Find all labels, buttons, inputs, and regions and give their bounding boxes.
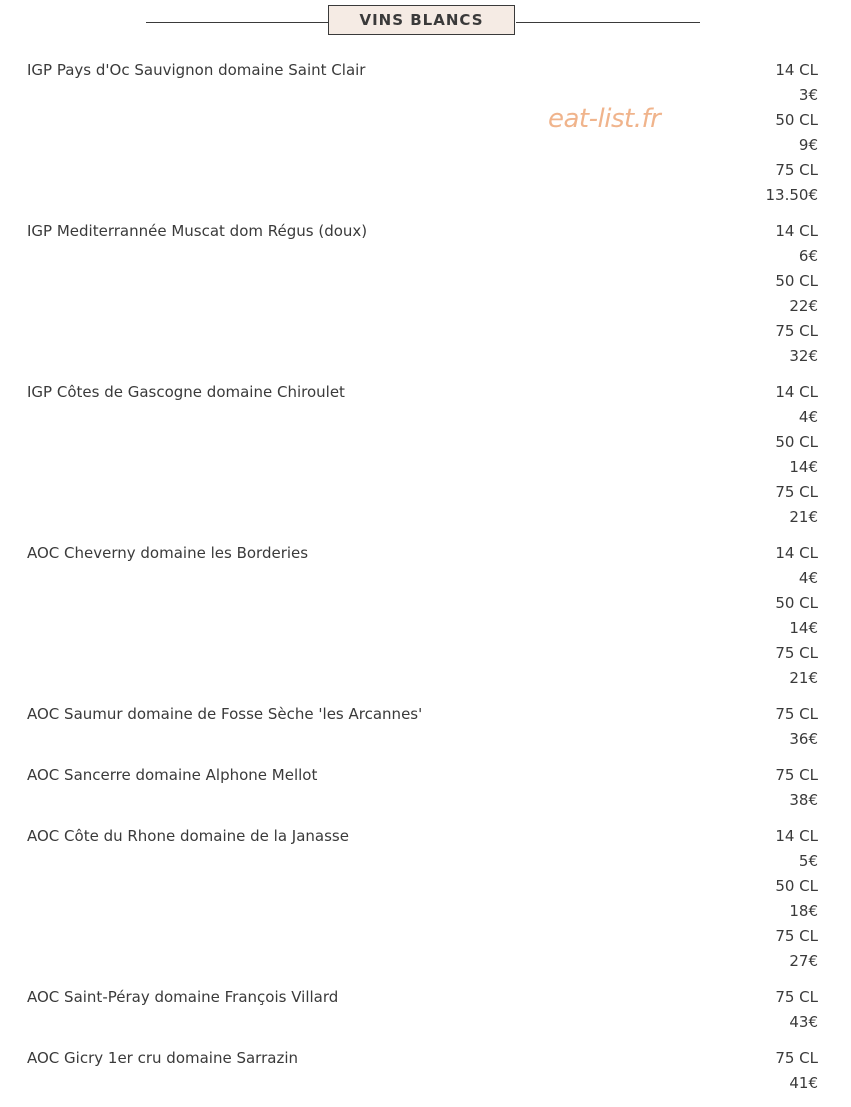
bottle-size: 75 CL: [775, 927, 818, 945]
price-value: 4€: [798, 408, 818, 426]
price-value: 4€: [798, 569, 818, 587]
price-value: 38€: [789, 791, 818, 809]
wine-item: [0, 824, 851, 974]
wine-name: IGP Côtes de Gascogne domaine Chiroulet: [27, 383, 345, 401]
price-value: 13.50€: [765, 186, 818, 204]
wine-name: AOC Sancerre domaine Alphone Mellot: [27, 766, 318, 784]
wine-name: AOC Saumur domaine de Fosse Sèche 'les Arcannes': [27, 705, 423, 723]
wine-prices: [618, 219, 851, 369]
price-value: 43€: [789, 1013, 818, 1031]
wine-prices: [618, 380, 851, 530]
wine-name: AOC Côte du Rhone domaine de la Janasse: [27, 827, 349, 845]
wine-prices: [618, 541, 851, 691]
bottle-size: 50 CL: [775, 111, 818, 129]
wine-item: [0, 58, 851, 208]
bottle-size: 14 CL: [775, 827, 818, 845]
price-value: 9€: [798, 136, 818, 154]
bottle-size: 14 CL: [775, 544, 818, 562]
wine-name: AOC Cheverny domaine les Borderies: [27, 544, 309, 562]
bottle-size: 50 CL: [775, 433, 818, 451]
section-title: VINS BLANCS: [328, 5, 515, 35]
bottle-size: 75 CL: [775, 1049, 818, 1067]
bottle-size: 50 CL: [775, 594, 818, 612]
price-value: 14€: [789, 619, 818, 637]
header-divider-right: [516, 22, 700, 23]
price-value: 32€: [789, 347, 818, 365]
wine-list: [0, 58, 851, 1107]
bottle-size: 75 CL: [775, 705, 818, 723]
wine-name: AOC Gicry 1er cru domaine Sarrazin: [27, 1049, 298, 1067]
bottle-size: 75 CL: [775, 322, 818, 340]
wine-item: [0, 380, 851, 530]
price-value: 3€: [798, 86, 818, 104]
section-header: [0, 5, 851, 37]
wine-item: [0, 541, 851, 691]
bottle-size: 75 CL: [775, 483, 818, 501]
wine-item: [0, 985, 851, 1035]
bottle-size: 50 CL: [775, 877, 818, 895]
wine-item: [0, 1046, 851, 1096]
wine-name: AOC Saint-Péray domaine François Villard: [27, 988, 339, 1006]
wine-item: [0, 763, 851, 813]
wine-name: IGP Mediterrannée Muscat dom Régus (doux): [27, 222, 368, 240]
wine-prices: [618, 1046, 851, 1096]
price-value: 21€: [789, 669, 818, 687]
price-value: 41€: [789, 1074, 818, 1092]
wine-name: IGP Pays d'Oc Sauvignon domaine Saint Clair: [27, 61, 366, 79]
price-value: 22€: [789, 297, 818, 315]
wine-prices: [618, 985, 851, 1035]
watermark-logo: eat-list.fr: [548, 104, 661, 134]
price-value: 5€: [798, 852, 818, 870]
wine-prices: [618, 58, 851, 208]
bottle-size: 14 CL: [775, 222, 818, 240]
bottle-size: 75 CL: [775, 161, 818, 179]
bottle-size: 75 CL: [775, 766, 818, 784]
wine-prices: [618, 763, 851, 813]
header-divider-left: [146, 22, 329, 23]
price-value: 21€: [789, 508, 818, 526]
price-value: 36€: [789, 730, 818, 748]
wine-item: [0, 702, 851, 752]
wine-item: [0, 219, 851, 369]
price-value: 6€: [798, 247, 818, 265]
bottle-size: 14 CL: [775, 61, 818, 79]
bottle-size: 75 CL: [775, 644, 818, 662]
bottle-size: 75 CL: [775, 988, 818, 1006]
price-value: 18€: [789, 902, 818, 920]
price-value: 27€: [789, 952, 818, 970]
wine-prices: [618, 824, 851, 974]
bottle-size: 14 CL: [775, 383, 818, 401]
price-value: 14€: [789, 458, 818, 476]
wine-prices: [618, 702, 851, 752]
bottle-size: 50 CL: [775, 272, 818, 290]
